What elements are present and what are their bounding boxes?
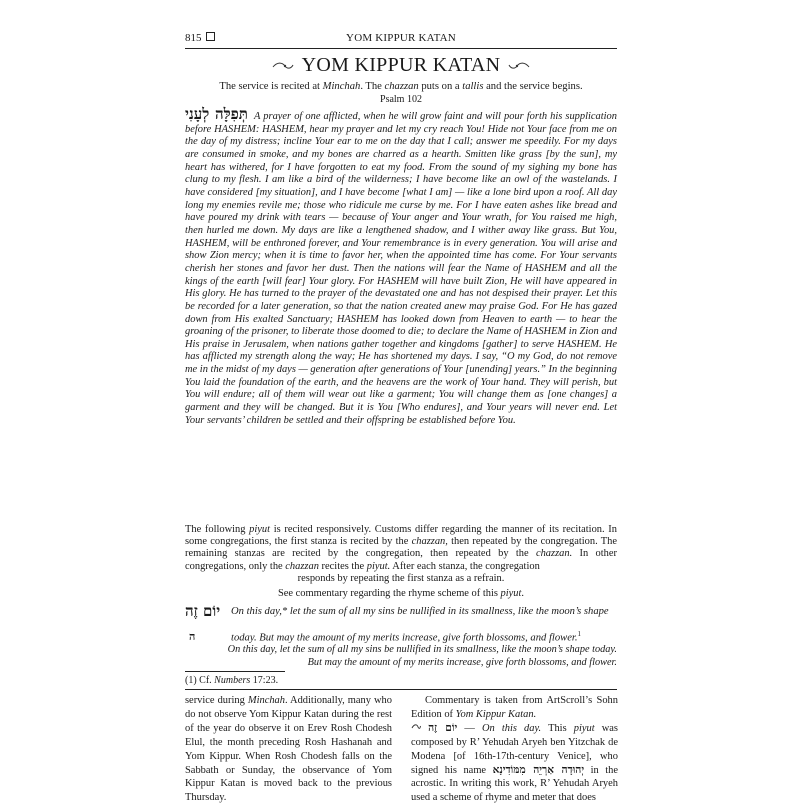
commentary-bullet-icon: [411, 723, 421, 731]
commentary-left-column: service during Minchah. Additionally, many who do not observe Yom Kippur Katan during the rest of the year do observe it on Erev Rosh Chodesh Elul, the month preceding Rosh Hashanah and Yom Kippur. When Rosh Chodesh falls on the Sabbath or Sunday, the observance of Yom Kippur Katan is moved back to the previous Thursday.: [185, 695, 392, 804]
left-ornament-icon: [272, 61, 294, 71]
footnote-marker: 1: [577, 630, 582, 638]
footnote-rule: [185, 671, 285, 672]
prayer-paragraph: [185, 105, 617, 427]
piyut-instructions-end: responds by repeating the first stanza as a refrain.: [297, 573, 505, 584]
piyut-stanza-line-1: On this day,* let the sum of all my sins be nullified in its smallness, like the moon’s shape: [231, 606, 609, 617]
prayer-text: A prayer of one afflicted, when he will grow faint and will pour forth his supplication before HASHEM: HASHEM, hear my prayer and let my cry reach You! Hide not Your face from me on the day of my distress; incline Your ear to me on the day that I call; answer me speedily. For my days are consumed in smoke, and my bones are charred as a hearth. Smitten like grass [by the sun], my heart has withered, for I have forgotten to eat my food. From the sound of my sighing my bone has clung to my flesh. I am like a bird of the wilderness; I have become like an owl of the wastelands. I have considered [my situation], and I have become [what I am] — like a lone bird upon a roof. All day long my enemies revile me; those who ridicule me curse by me. For I have eaten ashes like bread and have poured my drink with tears — because of Your anger and Your wrath, for You raised me high, then hurled me down. My days are like a lengthened shadow, and I wither away like grass. But You, HASHEM, will be enthroned forever, and Your remembrance is in every generation. You will arise and show Zion mercy; when it is time to favor her, when the appointed time has come. For Your servants cherish her stones and favor her dust. Then the nations will fear the Name of HASHEM and all the kings of the earth [will fear] Your glory. For HASHEM will have built Zion, He will have appeared in His glory. He has turned to the prayer of the devastated one and has not despised their prayer. Let this be recorded for a later generation, so that the nation created anew may praise God. For He has gazed down from His exalted Sanctuary; HASHEM has looked down from Heaven to earth — to hear the groaning of the prisoner, to liberate those doomed to die; to declare the Name of HASHEM in Zion and His praise in Jerusalem, when nations gather together and kingdoms [gather] to serve HASHEM. He has afflicted my strength along the way; He has shortened my days. I say, “O my God, do not remove me in the midst of my days — generation after generations of Your [unending] years.” In the beginning You laid the foundation of the earth, and the heavens are the work of Your hand. They will perish, but You will endure; all of them will wear out like a garment; You will change them as [one changes] a garment and they will be changed. But it is You [Who endures], and Your years will never end. Let Your servants’ children be settled and their offspring be established before You.: [185, 111, 617, 426]
prayer-hebrew-lead: תְּפִלָּה לְעָנִי: [185, 105, 248, 123]
commentary-divider: [185, 689, 617, 690]
congregation-response: On this day, let the sum of all my sins be nullified in its smallness, like the moon’s shape today. But may the amount of my merits increase, give forth blossoms, and flower.: [227, 644, 617, 668]
piyut-instructions: The following piyut is recited responsively. Customs differ regarding the manner of its recitation. In some congregations, the first stanza is recited by the chazzan, then repeated by the congregation. The remaining stanzas are recited by the congregation, then repeated by the chazzan. In other congregations, only the chazzan recites the piyut. After each stanza, the congregation: [185, 524, 618, 572]
right-ornament-icon: [508, 61, 530, 71]
running-title: YOM KIPPUR KATAN: [346, 32, 456, 44]
running-head: [185, 30, 617, 49]
commentary-right-column: [411, 694, 618, 805]
book-page: [185, 30, 618, 804]
piyut-hebrew-lead: יוֹם זֶה: [185, 602, 221, 620]
commentary-entry: יוֹם זֶה — On this day. This piyut was composed by R’ Yehudah Aryeh ben Yitzchak de Modena [of 16th-17th-century Venice], who signed his name יְהוּדָה אַרְיֵה מִמּוֹדִינָא in the acrostic. In writing this work, R’ Yehudah Aryeh used a scheme of rhyme and meter that does: [411, 721, 618, 804]
psalm-label: Psalm 102: [380, 94, 422, 105]
page-number: 815: [185, 32, 215, 44]
piyut-hebrew-letter: ה: [189, 630, 196, 643]
page-title: YOM KIPPUR KATAN: [301, 54, 501, 76]
piyut-stanza-line-2: today. But may the amount of my merits increase, give forth blossoms, and flower.$^1$: [231, 630, 582, 644]
footnote: (1) Cf. Numbers 17:23.: [185, 675, 279, 686]
commentary-source-note: Commentary is taken from ArtScroll’s Sohn Edition of Yom Kippur Katan.: [411, 695, 618, 720]
see-commentary-note: See commentary regarding the rhyme scheme of this piyut.: [277, 588, 525, 599]
title-row: [185, 54, 617, 78]
intro-instruction: The service is recited at Minchah. The chazzan puts on a tallis and the service begins.: [219, 81, 583, 92]
